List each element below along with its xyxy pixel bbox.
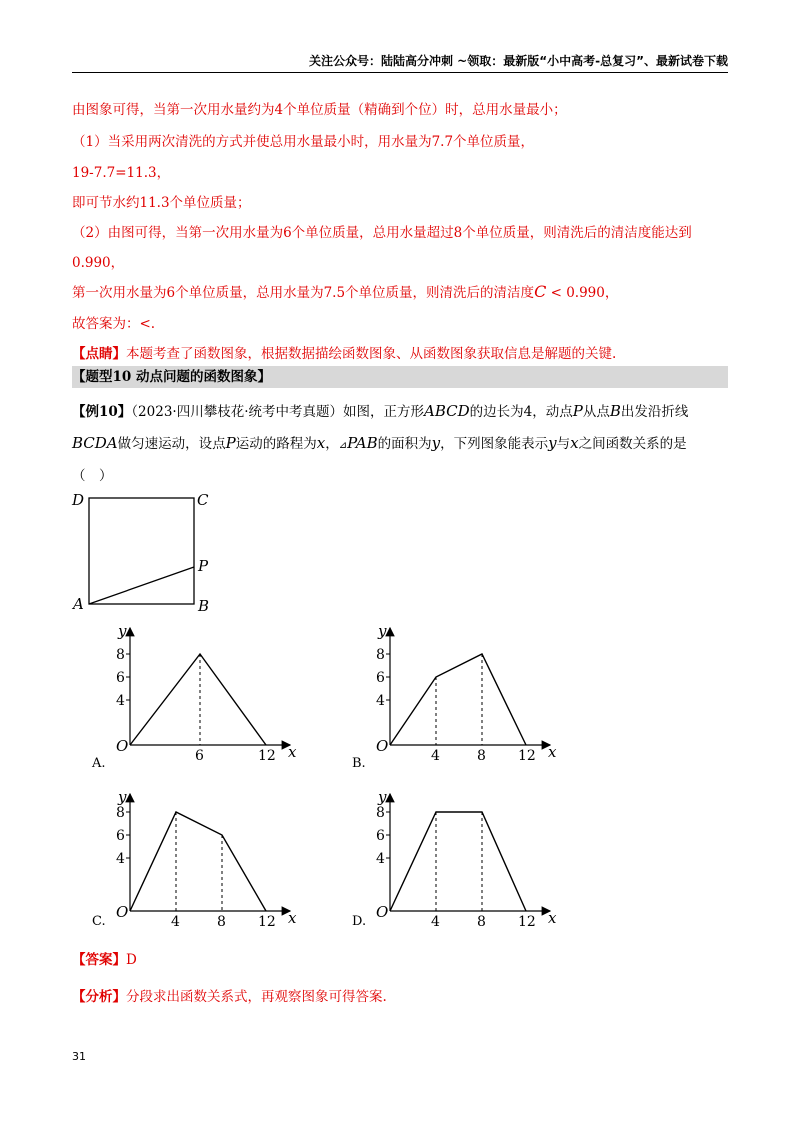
x-tick-label: 4 xyxy=(171,914,180,926)
option-c-label: C. xyxy=(92,914,106,929)
answer-tag: 【答案】 xyxy=(72,952,126,968)
option-b-label: B. xyxy=(352,756,366,771)
example-text: 之间函数关系的是 xyxy=(578,436,687,452)
var-p: P xyxy=(225,434,236,452)
y-tick-label: 4 xyxy=(376,693,385,709)
example-text: ，下列图象能表示 xyxy=(440,436,549,452)
analysis-text: 分段求出函数关系式，再观察图象可得答案. xyxy=(126,989,387,1005)
square-figure xyxy=(66,485,226,615)
analysis-tag: 【分析】 xyxy=(72,989,126,1005)
option-c-graph xyxy=(100,786,310,926)
var-abcd: ABCD xyxy=(424,402,470,420)
x-tick-label: 8 xyxy=(477,914,486,926)
option-b-graph xyxy=(360,620,570,760)
answer-value: D xyxy=(126,952,137,968)
answer-blank: （ ） xyxy=(72,468,113,484)
x-tick-label: 12 xyxy=(518,748,536,760)
analysis-line xyxy=(72,985,387,1005)
comment-line xyxy=(72,342,616,362)
solution-line-8: 故答案为：<. xyxy=(72,316,156,332)
y-axis-name: y xyxy=(118,622,127,640)
example-text: 出发沿折线 xyxy=(620,404,689,420)
var-pab: PAB xyxy=(347,434,378,452)
y-tick-label: 6 xyxy=(376,670,385,686)
origin-label: O xyxy=(376,737,389,755)
example-text: 做匀速运动，设点 xyxy=(117,436,226,452)
option-d-graph xyxy=(360,786,570,926)
solution-line-7-ineq: < 0.990， xyxy=(546,285,619,301)
example-text: 与 xyxy=(556,436,571,452)
x-axis-name: x xyxy=(548,909,557,926)
x-tick-label: 6 xyxy=(195,748,204,760)
square-abcd xyxy=(89,498,194,604)
comment-tag: 【点睛】 xyxy=(72,346,126,362)
function-line xyxy=(390,654,526,745)
y-axis-name: y xyxy=(378,788,387,806)
section-title: 【题型10 动点问题的函数图象】 xyxy=(72,366,728,388)
y-tick-label: 6 xyxy=(116,670,125,686)
var-c: C xyxy=(534,282,547,301)
y-tick-label: 4 xyxy=(116,693,125,709)
y-axis-name: y xyxy=(118,788,127,806)
y-tick-label: 8 xyxy=(116,647,125,663)
x-axis-name: x xyxy=(288,909,297,926)
example-text: 从点 xyxy=(582,404,610,420)
header-divider xyxy=(72,72,728,73)
label-c: C xyxy=(197,491,209,509)
comment-text: 本题考查了函数图象，根据数据描绘函数图象、从函数图象获取信息是解题的关键. xyxy=(126,346,617,362)
x-axis-name: x xyxy=(288,743,297,760)
function-line xyxy=(130,812,266,911)
x-tick-label: 12 xyxy=(258,748,276,760)
solution-line-5: （2）由图可得，当第一次用水量为6个单位质量，总用水量超过8个单位质量，则清洗后的清洁度能达到 xyxy=(72,225,692,241)
function-line xyxy=(130,654,266,745)
option-d-label: D. xyxy=(352,914,367,929)
x-tick-label: 4 xyxy=(431,748,440,760)
option-a-graph xyxy=(100,620,310,760)
y-tick-label: 4 xyxy=(376,851,385,867)
example-text: 运动的路程为 xyxy=(235,436,317,452)
origin-label: O xyxy=(376,903,389,921)
origin-label: O xyxy=(116,903,129,921)
var-x: x xyxy=(570,434,579,452)
segment-ap xyxy=(89,567,194,604)
y-tick-label: 4 xyxy=(116,851,125,867)
var-bcda: BCDA xyxy=(72,434,118,452)
solution-line-4: 即可节水约11.3个单位质量； xyxy=(72,195,251,211)
example-text: ， xyxy=(325,436,339,452)
x-tick-label: 12 xyxy=(258,914,276,926)
triangle-symbol: ⊿ xyxy=(338,440,348,451)
solution-line-7-text: 第一次用水量为6个单位质量，总用水量为7.5个单位质量，则清洗后的清洁度 xyxy=(72,285,535,301)
function-line xyxy=(390,812,526,911)
var-y: y xyxy=(548,434,557,452)
example-text: 的边长为4，动点 xyxy=(469,404,573,420)
y-axis-name: y xyxy=(378,622,387,640)
page-number: 31 xyxy=(72,1050,86,1063)
var-y: y xyxy=(431,434,441,452)
example-line-2 xyxy=(72,432,687,452)
option-a-label: A. xyxy=(92,756,106,771)
example-tag: 【例10】 xyxy=(72,404,132,420)
var-b: B xyxy=(609,402,621,420)
label-b: B xyxy=(198,597,210,615)
solution-line-2: （1）当采用两次清洗的方式并使总用水量最小时，用水量为7.7个单位质量， xyxy=(72,134,535,150)
y-tick-label: 8 xyxy=(376,805,385,821)
x-tick-label: 12 xyxy=(518,914,536,926)
label-p: P xyxy=(198,557,209,575)
example-text: 的面积为 xyxy=(377,436,432,452)
answer-line xyxy=(72,948,137,968)
solution-line-3: 19-7.7=11.3， xyxy=(72,165,171,181)
x-tick-label: 8 xyxy=(477,748,486,760)
page-header: 关注公众号：陆陆高分冲刺 ~领取：最新版“小中高考-总复习”、最新试卷下载 xyxy=(309,54,728,68)
x-tick-label: 4 xyxy=(431,914,440,926)
label-d: D xyxy=(72,491,85,509)
x-tick-label: 8 xyxy=(217,914,226,926)
y-tick-label: 8 xyxy=(116,805,125,821)
solution-line-7 xyxy=(72,281,618,301)
y-tick-label: 8 xyxy=(376,647,385,663)
label-a: A xyxy=(73,595,84,613)
x-axis-name: x xyxy=(548,743,557,760)
var-p: P xyxy=(572,402,583,420)
var-x: x xyxy=(316,434,326,452)
y-tick-label: 6 xyxy=(116,828,125,844)
example-source: （2023·四川攀枝花·统考中考真题）如图，正方形 xyxy=(131,404,424,420)
origin-label: O xyxy=(116,737,129,755)
example-line-1 xyxy=(72,400,688,420)
y-tick-label: 6 xyxy=(376,828,385,844)
solution-line-6: 0.990， xyxy=(72,255,125,271)
solution-line-1: 由图象可得，当第一次用水量约为4个单位质量（精确到个位）时，总用水量最小； xyxy=(72,102,567,118)
